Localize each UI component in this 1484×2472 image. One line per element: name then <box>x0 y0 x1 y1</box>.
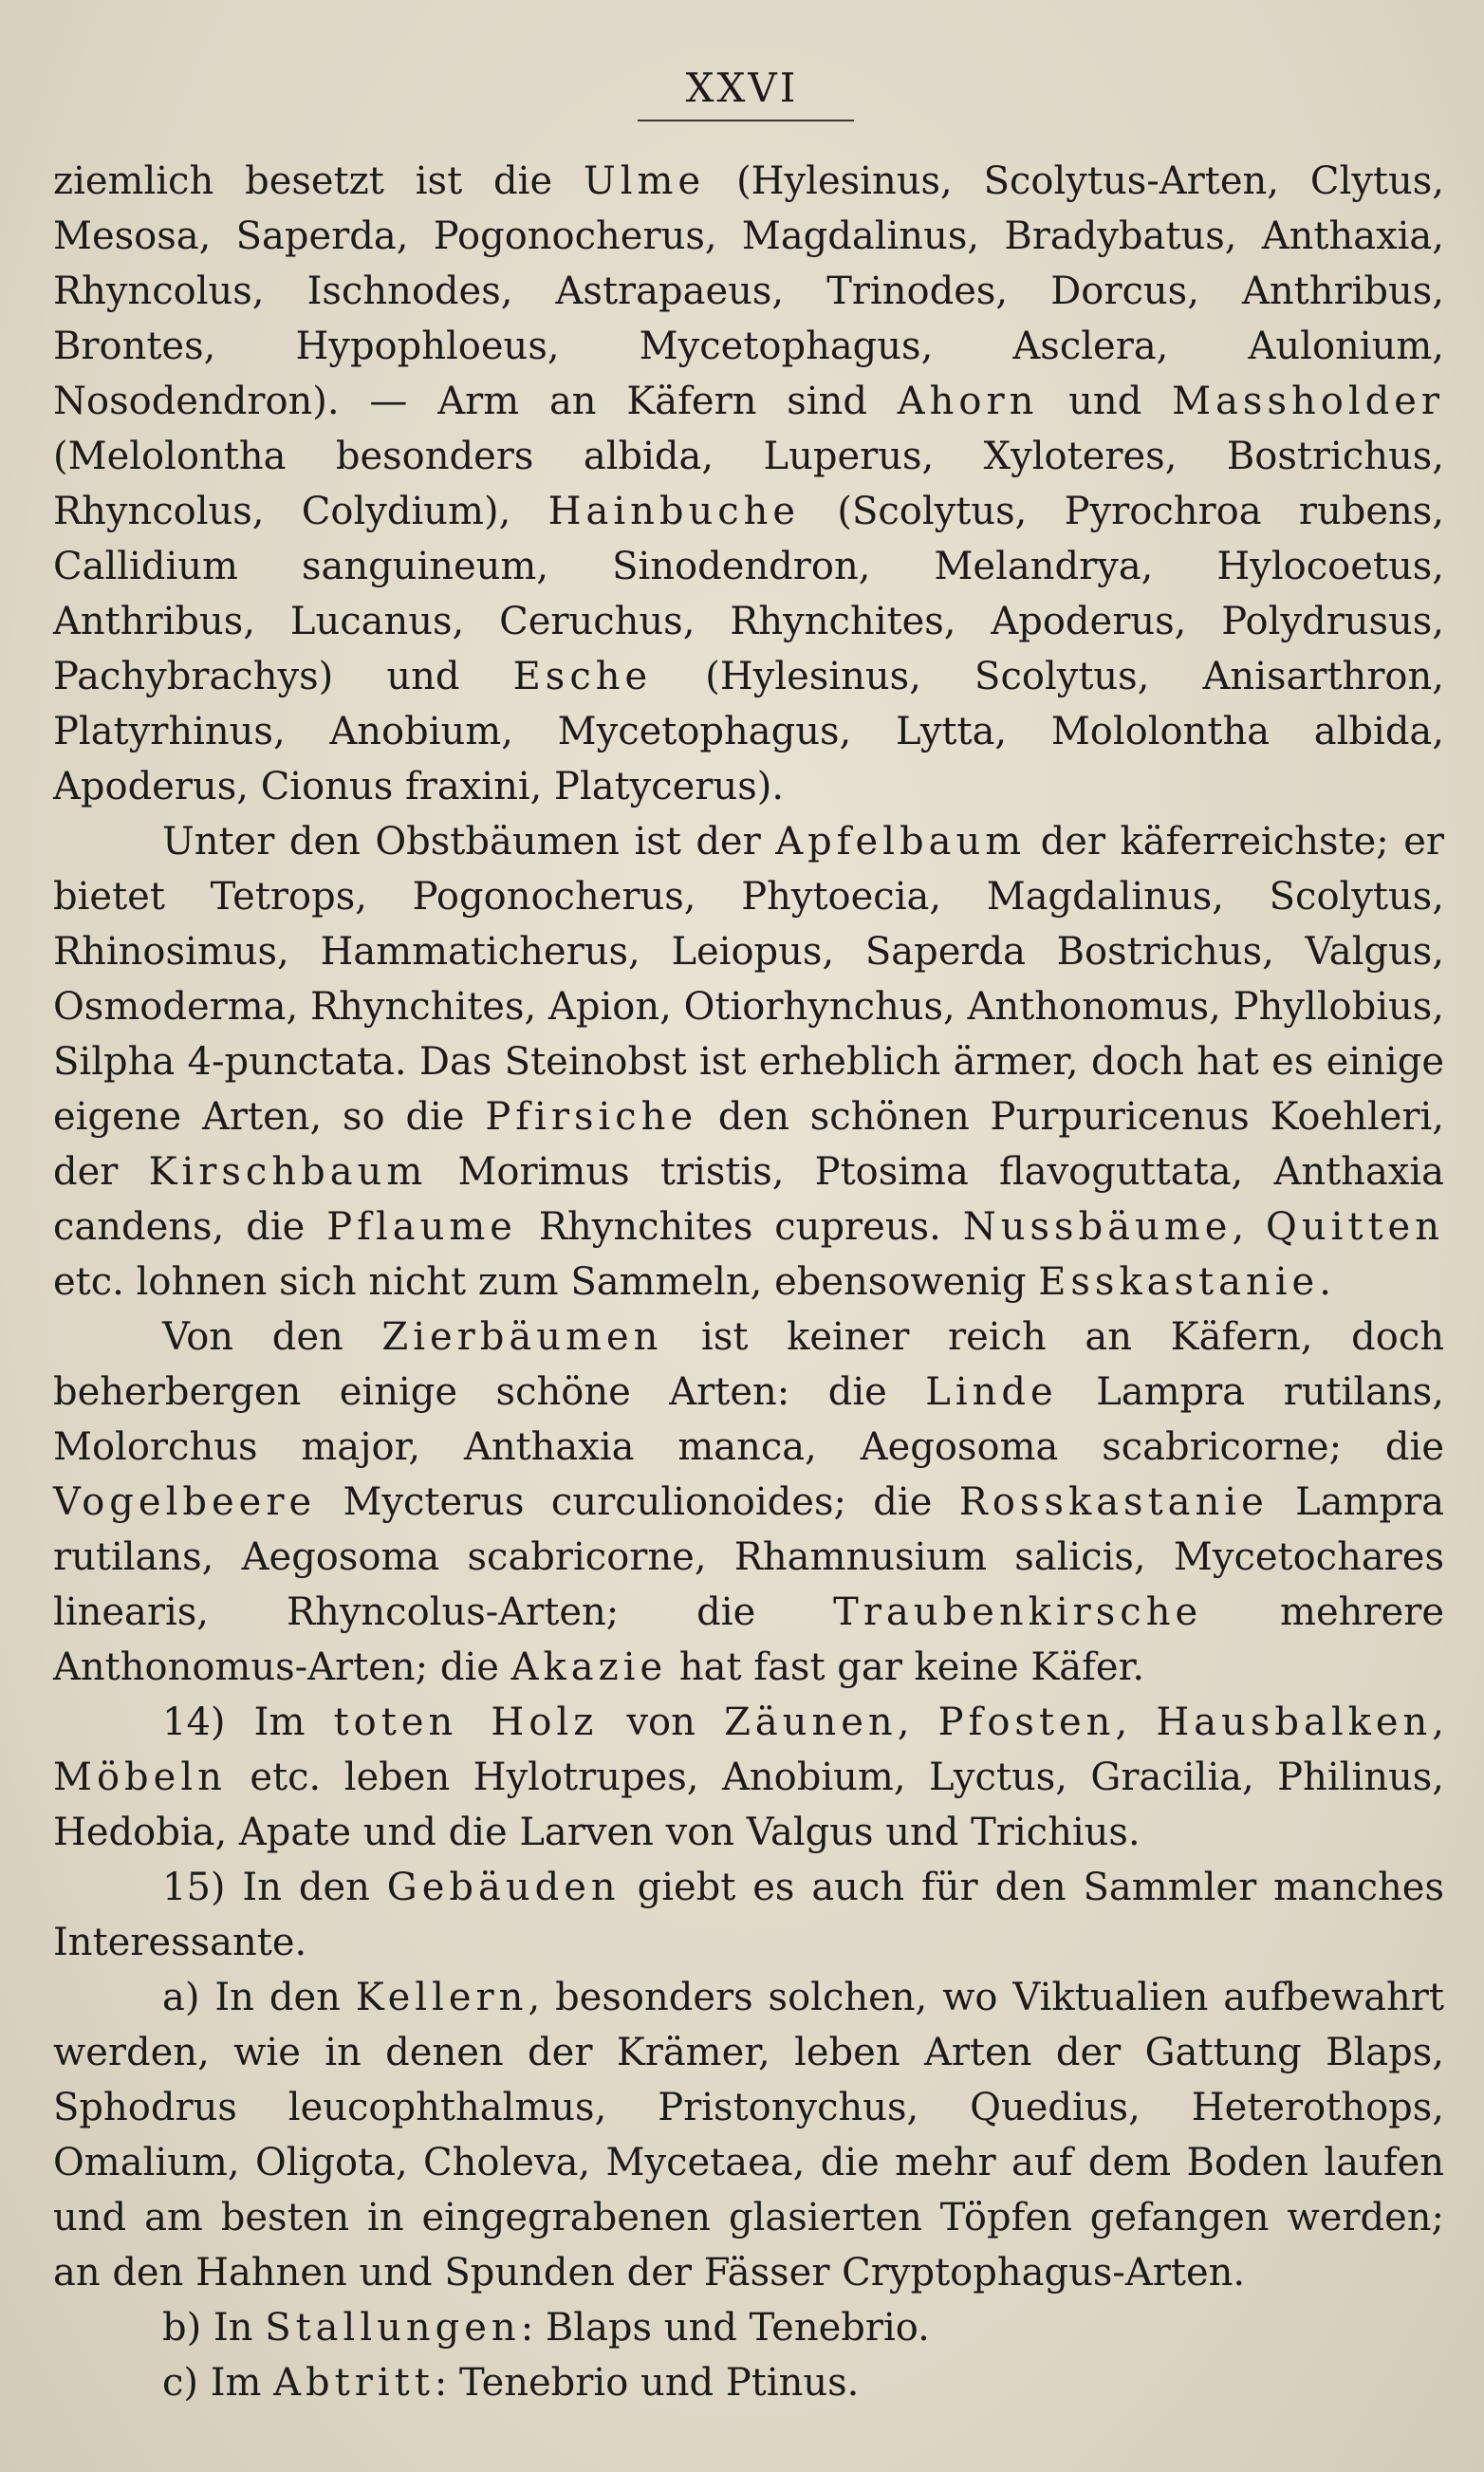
text-run: mehrere Anthonomus-Arten; die <box>53 1590 1444 1689</box>
text-run: , <box>897 1701 938 1744</box>
spaced-term: Zäunen <box>724 1701 898 1744</box>
paragraph-p8 <box>53 2355 1444 2410</box>
text-run: , <box>1232 1205 1267 1249</box>
spaced-term: Pflaume <box>326 1205 517 1249</box>
spaced-term: Ulme <box>584 159 706 203</box>
text-run: : Blaps und Tenebrio. <box>520 2306 930 2350</box>
spaced-term: Apfelbaum <box>775 820 1027 864</box>
text-run: ziemlich besetzt ist die <box>53 159 584 203</box>
text-run: 15) In den <box>162 1866 387 1909</box>
text-run: Mycterus curculionoides; die <box>316 1480 959 1524</box>
text-run: ist keiner reich an Käfern, doch beherbergen einige schöne Arten: die <box>53 1315 1444 1414</box>
paragraph-p4 <box>53 1695 1444 1860</box>
text-run: Morimus tristis, Ptosima flavoguttata, Anthaxia candens, die <box>53 1150 1444 1249</box>
spaced-term: Kellern <box>355 1976 529 2019</box>
text-run: , besonders solchen, wo Viktualien aufbewahrt werden, wie in denen der Krämer, leben Arten der Gattung Blaps, Sphodrus leucophthalmus, Pristonychus, Quedius, Heterothops, Omalium, Oligota, Choleva, Mycetaea, die mehr auf dem Boden laufen und am besten in eingegrabenen glasierten Töpfen gefangen werden; an den Hahnen und Spunden der Fässer Cryptophagus-Arten. <box>53 1976 1444 2295</box>
text-run: : Tenebrio und Ptinus. <box>434 2361 860 2405</box>
spaced-term: Massholder <box>1172 380 1445 423</box>
paragraph-p2 <box>53 814 1444 1310</box>
spaced-term: Nussbäume <box>962 1205 1233 1249</box>
text-run: . <box>1319 1260 1331 1304</box>
spaced-term: Akazie <box>510 1645 668 1689</box>
page-body <box>53 154 1444 2410</box>
spaced-term: Stallungen <box>265 2306 521 2350</box>
paragraph-p6 <box>53 1970 1444 2300</box>
paragraph-p5 <box>53 1860 1444 1970</box>
text-run: und <box>1038 380 1173 423</box>
text-run: der käferreichste; er bietet Tetrops, Pogonocherus, Phytoecia, Magdalinus, Scolytus, Rhinosimus, Hammaticherus, Leiopus, Saperda Bostrichus, Valgus, Osmoderma, Rhynchites, Apion, Otiorhynchus, Anthonomus, Phyllobius, Silpha 4-punctata. Das Steinobst ist erheblich ärmer, doch hat es einige eigene Arten, so die <box>53 820 1444 1139</box>
text-run: giebt es auch für den Sammler manches Interessante. <box>53 1866 1444 1964</box>
spaced-term: Möbeln <box>53 1756 227 1799</box>
spaced-term: Pfosten <box>937 1701 1116 1744</box>
spaced-term: Hausbalken <box>1156 1701 1433 1744</box>
header-rule <box>638 120 854 121</box>
text-run: Lampra rutilans, Molorchus major, Anthaxia manca, Aegosoma scabricorne; die <box>53 1370 1444 1469</box>
text-run: etc. lohnen sich nicht zum Sammeln, ebensowenig <box>53 1260 1039 1304</box>
spaced-term: toten Holz <box>333 1701 599 1744</box>
text-run: Unter den Obstbäumen ist der <box>162 820 776 864</box>
paragraph-p7 <box>53 2300 1444 2355</box>
text-run: etc. leben Hylotrupes, Anobium, Lyctus, Gracilia, Philinus, Hedobia, Apate und die Larven von Valgus und Trichius. <box>53 1756 1444 1854</box>
paragraph-p1 <box>53 154 1444 814</box>
spaced-term: Rosskastanie <box>958 1480 1269 1524</box>
spaced-term: Quitten <box>1266 1205 1444 1249</box>
text-run: hat fast gar keine Käfer. <box>667 1645 1145 1689</box>
text-run: 14) Im <box>162 1701 334 1744</box>
paragraph-p3 <box>53 1310 1444 1695</box>
page-number: XXVI <box>685 65 799 111</box>
text-run: , <box>1115 1701 1157 1744</box>
text-run: von <box>598 1701 725 1744</box>
spaced-term: Pfirsiche <box>485 1095 698 1139</box>
text-run: c) Im <box>162 2361 274 2405</box>
spaced-term: Esskastanie <box>1038 1260 1320 1304</box>
spaced-term: Gebäuden <box>386 1866 621 1909</box>
text-run: (Scolytus, Pyrochroa rubens, Callidium sanguineum, Sinodendron, Melandrya, Hylocoetus, Anthribus, Lucanus, Ceruchus, Rhynchites, Apoderus, Polydrusus, Pachybrachys) und <box>53 490 1445 698</box>
spaced-term: Abtritt <box>273 2361 435 2405</box>
text-run: a) In den <box>162 1976 356 2019</box>
text-run: b) In <box>162 2306 266 2350</box>
spaced-term: Kirschbaum <box>148 1150 428 1194</box>
spaced-term: Vogelbeere <box>53 1480 317 1524</box>
spaced-term: Hainbuche <box>547 490 801 533</box>
text-run: , <box>1432 1701 1445 1744</box>
spaced-term: Ahorn <box>897 380 1039 423</box>
text-run: (Hylesinus, Scolytus-Arten, Clytus, Mesosa, Saperda, Pogonocherus, Magdalinus, Bradybatus, Anthaxia, Rhyncolus, Ischnodes, Astrapaeus, Trinodes, Dorcus, Anthribus, Brontes, Hypophloeus, Mycetophagus, Asclera, Aulonium, Nosodendron). — Arm an Käfern sind <box>53 159 1444 423</box>
spaced-term: Zierbäumen <box>381 1315 663 1359</box>
spaced-term: Esche <box>512 655 653 698</box>
text-run: Lampra rutilans, Aegosoma scabricorne, Rhamnusium salicis, Mycetochares linearis, Rhyncolus-Arten; die <box>53 1480 1444 1634</box>
spaced-term: Traubenkirsche <box>833 1590 1203 1634</box>
text-run: Rhynchites cupreus. <box>516 1205 963 1249</box>
text-run: (Hylesinus, Scolytus, Anisarthron, Platyrhinus, Anobium, Mycetophagus, Lytta, Mololontha albida, Apoderus, Cionus fraxini, Platycerus). <box>53 655 1444 809</box>
text-run: den schönen Purpuricenus Koehleri, der <box>53 1095 1444 1194</box>
text-run: (Melolontha besonders albida, Luperus, Xyloteres, Bostrichus, Rhyncolus, Colydium), <box>53 435 1444 533</box>
text-run: Von den <box>162 1315 382 1359</box>
spaced-term: Linde <box>925 1370 1058 1414</box>
